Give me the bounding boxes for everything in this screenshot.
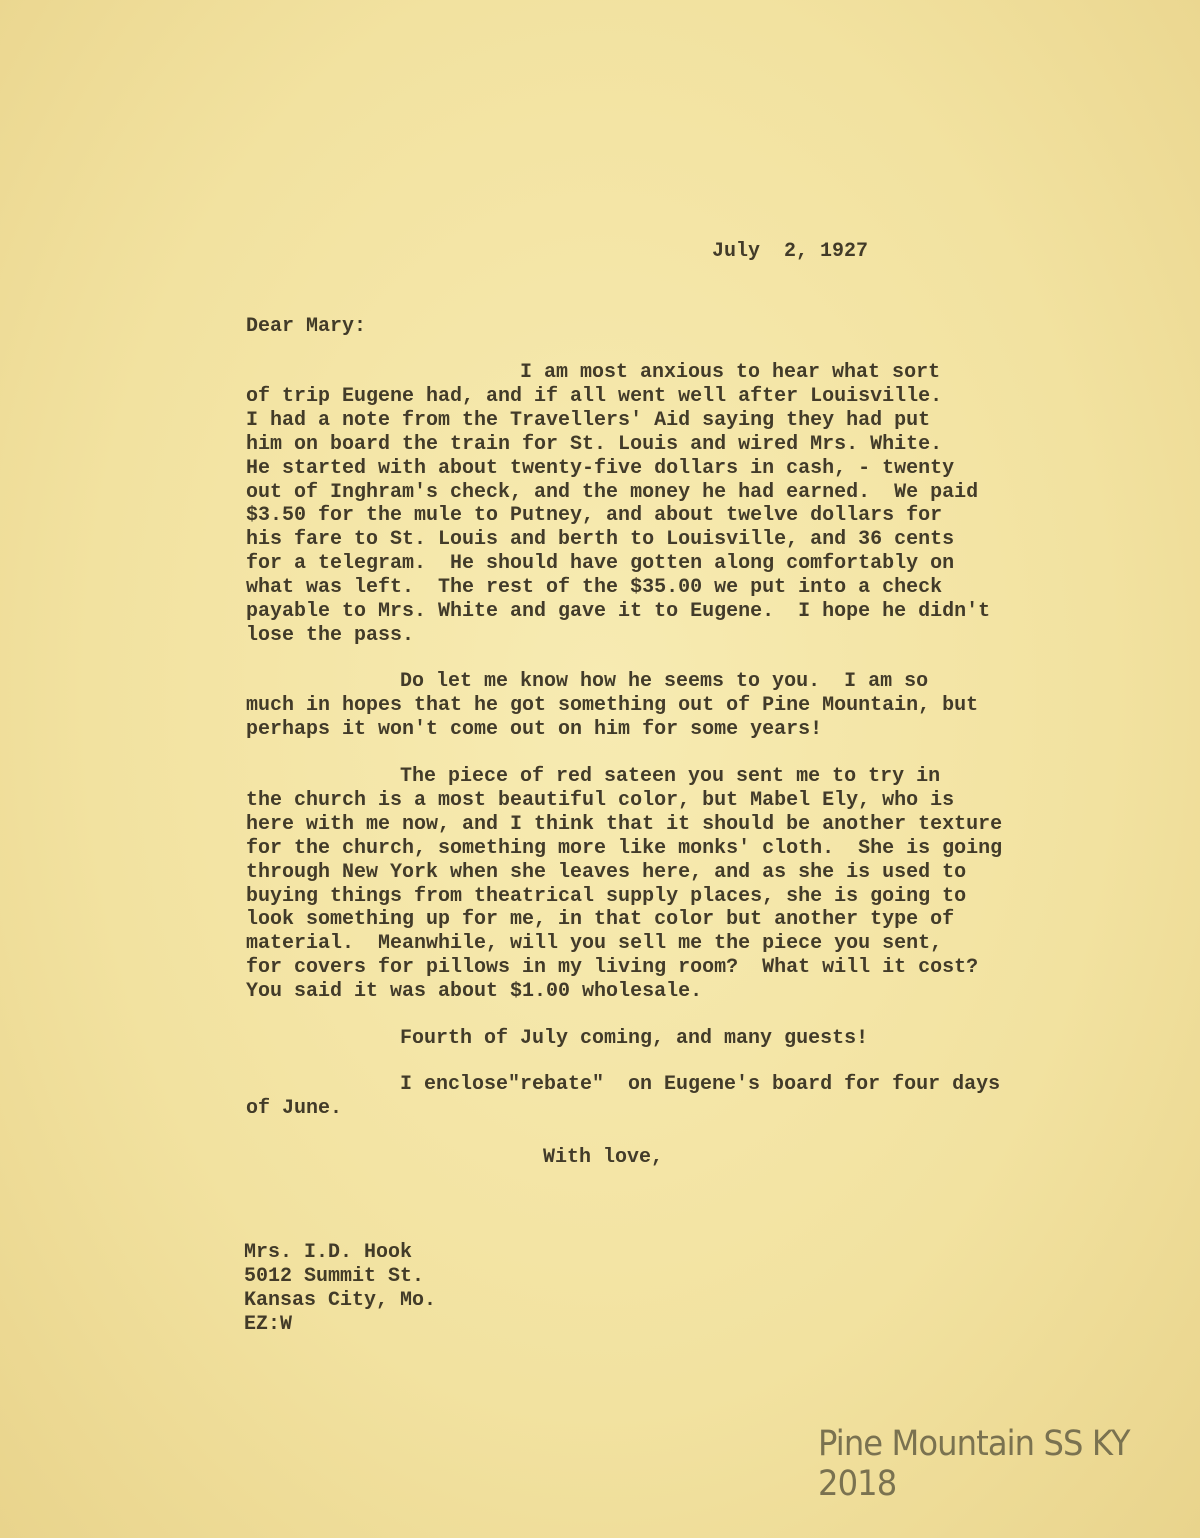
paragraph-1 [246, 361, 990, 648]
text-line: I had a note from the Travellers' Aid saying they had put [246, 408, 931, 432]
text-line: He started with about twenty-five dollars in cash, - twenty [246, 456, 955, 480]
recipient-address [244, 1241, 436, 1337]
text-line: Do let me know how he seems to you. I am so [400, 670, 929, 693]
text-line: much in hopes that he got something out of Pine Mountain, but [246, 693, 979, 717]
text-line: buying things from theatrical supply places, she is going to [246, 884, 967, 908]
paragraph-4 [246, 1027, 868, 1051]
paragraph-2 [246, 670, 978, 742]
text-line: of June. [246, 1096, 343, 1120]
address-line: Mrs. I.D. Hook [244, 1241, 413, 1264]
text-line: payable to Mrs. White and gave it to Eugene. I hope he didn't [246, 600, 991, 624]
letter-date: July 2, 1927 [712, 240, 869, 263]
text-line: his fare to St. Louis and berth to Louisville, and 36 cents [246, 528, 955, 552]
text-line: through New York when she leaves here, and as she is used to [246, 860, 967, 884]
text-line: Fourth of July coming, and many guests! [400, 1027, 869, 1050]
text-line: of trip Eugene had, and if all went well after Louisville. [246, 384, 943, 408]
text-line: perhaps it won't come out on him for some years! [246, 717, 823, 741]
text-line: out of Inghram's check, and the money he had earned. We paid [246, 480, 979, 504]
closing: With love, [543, 1146, 664, 1169]
text-line: for the church, something more like monks' cloth. She is going [246, 836, 1003, 860]
watermark: Pine Mountain SS KY 2018 [818, 1424, 1130, 1504]
text-line: You said it was about $1.00 wholesale. [246, 980, 703, 1004]
text-line: the church is a most beautiful color, but Mabel Ely, who is [246, 788, 955, 812]
text-line: I am most anxious to hear what sort [520, 361, 941, 384]
text-line: here with me now, and I think that it should be another texture [246, 812, 1003, 836]
salutation: Dear Mary: [246, 315, 367, 338]
text-line: for a telegram. He should have gotten along comfortably on [246, 552, 955, 576]
address-line: Kansas City, Mo. [244, 1288, 437, 1312]
address-line: 5012 Summit St. [244, 1264, 425, 1288]
text-line: $3.50 for the mule to Putney, and about twelve dollars for [246, 504, 943, 528]
text-line: for covers for pillows in my living room? What will it cost? [246, 956, 979, 980]
text-line: I enclose"rebate" on Eugene's board for four days [400, 1073, 1001, 1096]
address-line: EZ:W [244, 1312, 293, 1336]
text-line: him on board the train for St. Louis and wired Mrs. White. [246, 432, 943, 456]
paragraph-3 [246, 765, 1002, 1004]
text-line: look something up for me, in that color but another type of [246, 908, 955, 932]
text-line: lose the pass. [246, 623, 415, 647]
text-line: material. Meanwhile, will you sell me the piece you sent, [246, 932, 943, 956]
text-line: The piece of red sateen you sent me to try in [400, 765, 941, 788]
text-line: what was left. The rest of the $35.00 we put into a check [246, 576, 943, 600]
paragraph-5 [246, 1073, 1000, 1121]
